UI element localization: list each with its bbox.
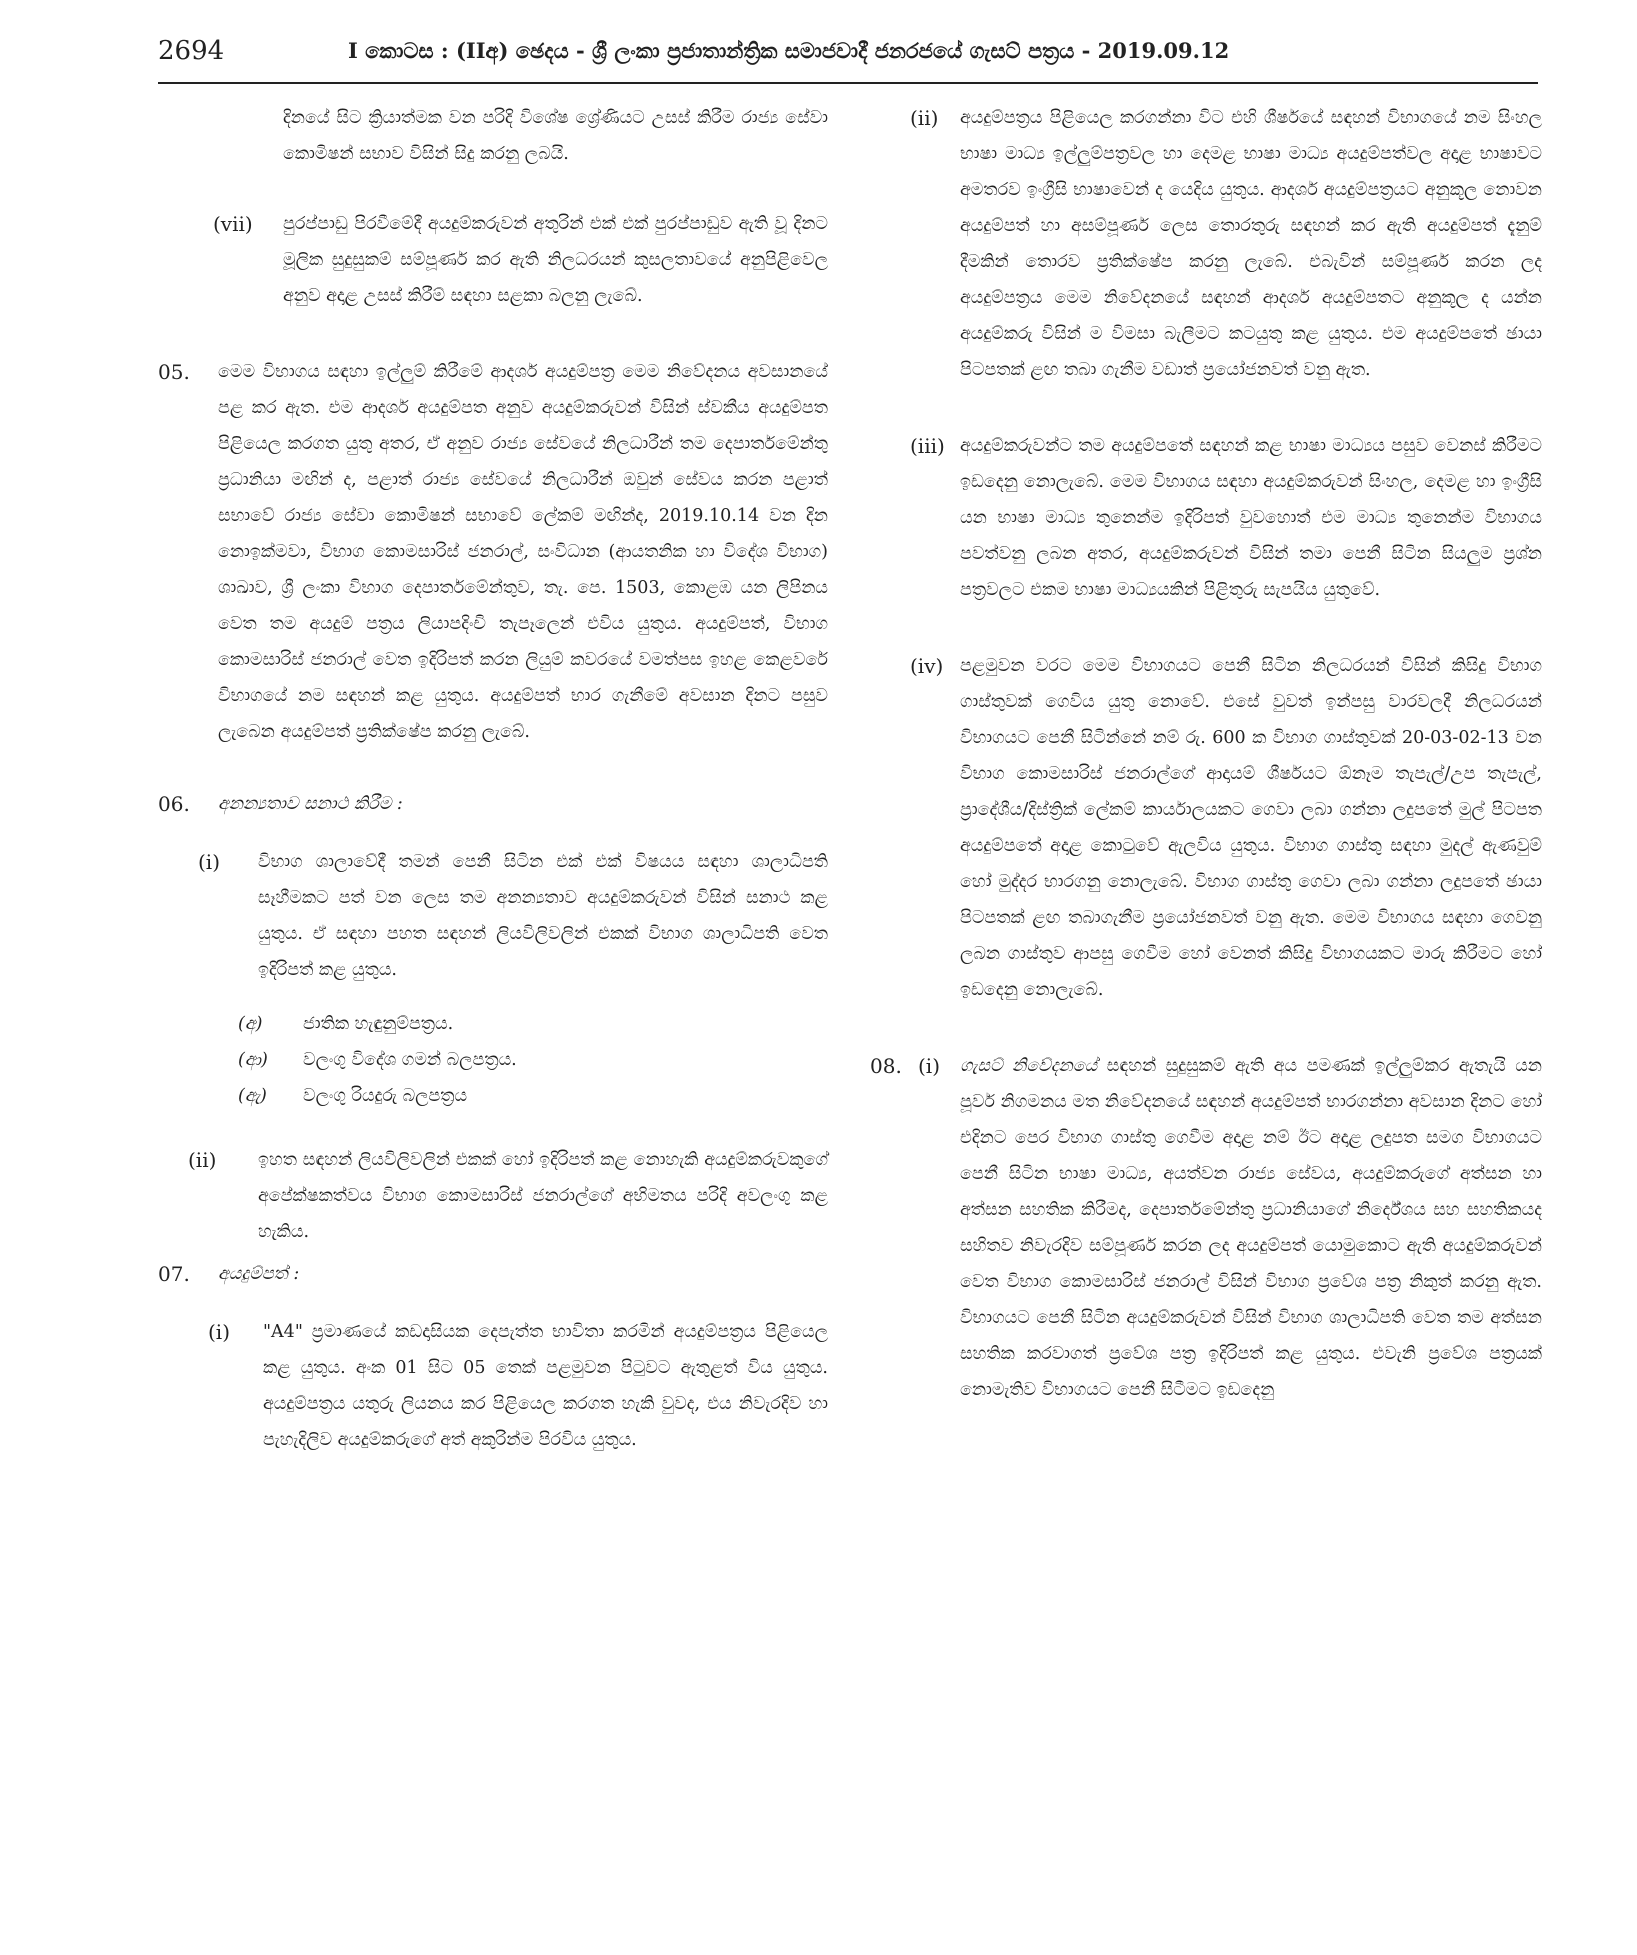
list-item bbox=[238, 1006, 828, 1042]
list-item-label: (අ) bbox=[238, 1014, 263, 1034]
clause-vii bbox=[213, 206, 828, 314]
section-06-clause-ii bbox=[188, 1142, 828, 1250]
list-item-label: (ආ) bbox=[238, 1050, 268, 1070]
header-rule bbox=[158, 82, 1538, 84]
section-07-label: 07. bbox=[158, 1262, 190, 1286]
gazette-header-title: I කොටස : (IIඅ) ඡෙදය - ශ්‍රී ලංකා ප්‍රජාතාන්ත්‍රික සමාජවාදී ජනරජයේ ගැසට් පත්‍රය - 2019.09.12 bbox=[348, 38, 1230, 63]
section-06-label: 06. bbox=[158, 792, 190, 816]
list-item bbox=[238, 1078, 828, 1114]
section-07-iii-text: අයදුම්කරුවන්ට තම අයදුම්පතේ සඳහන් කළ භාෂා මාධ්‍යය පසුව වෙනස් කිරීමට ඉඩදෙනු නොලැබේ. මෙම විභාගය සඳහා අයදුම්කරුවන් සිංහල, දෙමළ හා ඉංග්‍රීසි යන භාෂා මාධ්‍ය තුනෙන්ම ඉදිරිපත් වුවහොත් එම මාධ්‍ය තුනෙන්ම විභාගය පවත්වනු ලබන අතර, අයදුම්කරුවන් විසින් තමා පෙනී සිටින සියලුම ප්‍රශ්න පත්‍රවලට එකම භාෂා මාධ්‍යයකින් පිළිතුරු සැපයිය යුතුවේ. bbox=[960, 436, 1542, 600]
continued-text: දිනයේ සිට ක්‍රියාත්මක වන පරිදි විශේෂ ශ්‍රේණියට උසස් කිරීම රාජ්‍ය සේවා කොමිෂන් සභාව විසින් සිදු කරනු ලබයි. bbox=[283, 108, 828, 164]
list-item-text: වලංගු රියදුරු බලපත්‍රය bbox=[303, 1086, 468, 1106]
page-header bbox=[158, 32, 1538, 84]
section-06-ii-text: ඉහත සඳහන් ලියවිලිවලින් එකක් හෝ ඉදිරිපත් කළ නොහැකි අයදුම්කරුවකුගේ අපේක්ෂකත්වය විභාග කොමසාරිස් ජනරාල්ගේ අභිමතය පරිදි අවලංගු කළ හැකිය. bbox=[258, 1150, 828, 1242]
section-07-clause-ii bbox=[910, 100, 1542, 388]
section-06-i-label: (i) bbox=[198, 850, 221, 874]
section-07-heading-row bbox=[158, 1256, 828, 1292]
section-05 bbox=[158, 354, 828, 750]
section-05-label: 05. bbox=[158, 360, 190, 384]
section-07-clause-iv bbox=[910, 648, 1542, 1008]
list-item-text: ජාතික හැඳුනුම්පත්‍රය. bbox=[303, 1014, 454, 1034]
section-05-text: මෙම විභාගය සඳහා ඉල්ලුම් කිරීමේ ආදර්ශ අයදුම්පත්‍ර මෙම නිවේදනය අවසානයේ පළ කර ඇත. එම ආදර්ශ අයදුම්පත අනුව අයදුම්කරුවන් විසින් ස්වකීය අයදුම්පත පිළියෙල කරගත යුතු අතර, ඒ අනුව රාජ්‍ය සේවයේ නිලධාරීන් තම දෙපාර්තමේන්තු ප්‍රධානියා මඟින් ද, පළාත් රාජ්‍ය සේවයේ නිලධාරීන් ඔවුන් සේවය කරන පළාත් සභාවේ රාජ්‍ය සේවා කොමිෂන් සභාවේ ලේකම් මඟින්ද, 2019.10.14 වන දින නොඉක්මවා, විභාග කොමසාරිස් ජනරාල්, සංවිධාන (ආයතනික හා විදේශ විභාග) ශාඛාව, ශ්‍රී ලංකා විභාග දෙපාර්තමේන්තුව, තැ. පෙ. 1503, කොළඹ යන ලිපිනය වෙත තම අයදුම් පත්‍රය ලියාපදිංචි තැපෑලෙන් එවිය යුතුය. අයදුම්පත්, විභාග කොමසාරිස් ජනරාල් වෙත ඉදිරිපත් කරන ලියුම් කවරයේ වමත්පස ඉහළ කෙළවරේ විභාගයේ නම සඳහන් කළ යුතුය. අයදුම්පත් භාර ගැනීමේ අවසාන දිනට පසුව ලැබෙන අයදුම්පත් ප්‍රතික්ෂේප කරනු ලැබේ. bbox=[218, 362, 828, 742]
page-number: 2694 bbox=[158, 36, 225, 66]
section-06-heading-row bbox=[158, 786, 828, 822]
section-06-ii-label: (ii) bbox=[188, 1148, 217, 1172]
section-07-ii-label: (ii) bbox=[910, 106, 939, 130]
list-item bbox=[238, 1042, 828, 1078]
section-07-iii-label: (iii) bbox=[910, 434, 945, 458]
left-column bbox=[158, 100, 828, 1484]
section-07-i-text: "A4" ප්‍රමාණයේ කඩදාසියක දෙපැත්ත භාවිතා කරමින් අයදුම්පත්‍රය පිළියෙල කළ යුතුය. අංක 01 සිට 05 තෙක් පළමුවන පිටුවට ඇතුළත් විය යුතුය. අයදුම්පත්‍රය යතුරු ලියනය කර පිළියෙල කරගත හැකි වුවද, එය නිවැරදිව හා පැහැදිලිව අයදුම්කරුගේ අත් අකුරින්ම පිරවිය යුතුය. bbox=[263, 1322, 828, 1450]
continued-paragraph bbox=[283, 100, 828, 172]
section-08-i-label: (i) bbox=[918, 1054, 941, 1078]
section-07-heading: අයදුම්පත් : bbox=[218, 1264, 300, 1284]
section-07-ii-text: අයදුම්පත්‍රය පිළියෙල කරගන්නා විට එහි ශීර්ෂයේ සඳහන් විභාගයේ නම සිංහල භාෂා මාධ්‍ය ඉල්ලුම්පත්‍රවල හා දෙමළ භාෂා මාධ්‍ය අයදුම්පත්වල අදාළ භාෂාවට අමතරව ඉංග්‍රීසි භාෂාවෙන් ද යෙදිය යුතුය. ආදර්ශ අයදුම්පත්‍රයට අනුකූල නොවන අයදුම්පත් හා අසම්පූර්ණ ලෙස තොරතුරු සඳහන් කර ඇති අයදුම්පත් දැනුම් දීමකින් තොරව ප්‍රතික්ෂේප කරනු ලැබේ. එබැවින් සම්පූර්ණ කරන ලද අයදුම්පත්‍රය මෙම නිවේදනයේ සඳහන් ආදර්ශ අයදුම්පතට අනුකූල ද යන්න අයදුම්කරු විසින් ම විමසා බැලීමට කටයුතු කළ යුතුය. එම අයදුම්පතේ ඡායා පිටපතක් ළඟ තබා ගැනීම වඩාත් ප්‍රයෝජනවත් වනු ඇත. bbox=[960, 108, 1542, 380]
list-item-label: (ඇ) bbox=[238, 1086, 267, 1106]
section-06-heading: අනන්‍යතාව සනාථ කිරීම : bbox=[218, 794, 403, 814]
section-07-clause-iii bbox=[910, 428, 1542, 608]
section-07-i-label: (i) bbox=[208, 1320, 231, 1344]
section-07-iv-label: (iv) bbox=[910, 654, 944, 678]
section-08-lead: ගැසට් නිවේදනයේ bbox=[960, 1056, 1098, 1076]
section-06-clause-i bbox=[198, 844, 828, 988]
section-07-clause-i bbox=[208, 1314, 828, 1458]
section-08-label: 08. bbox=[870, 1054, 902, 1078]
section-08-text: සඳහන් සුදුසුකම් ඇති අය පමණක් ඉල්ලුම්කර ඇතැයි යන පූර්ව නිගමනය මත නිවේදනයේ සඳහන් අයදුම්පත් භාරගන්නා අවසාන දිනට හෝ එදිනට පෙර විභාග ගාස්තු ගෙවීම අදාළ නම් ඊට අදාළ ලදුපත සමග විභාගයට පෙනී සිටින භාෂා මාධ්‍ය, අයත්වන රාජ්‍ය සේවය, අයදුම්කරුගේ අත්සන හා අත්සන සහතික කිරීමද, දෙපාර්තමේන්තු ප්‍රධානියාගේ නිර්දේශය සහ සහතිකයද සහිතව නිවැරදිව සම්පූර්ණ කරන ලද අයදුම්පත් යොමුකොට ඇති අයදුම්කරුවන් වෙත විභාග කොමසාරිස් ජනරාල් විසින් විභාග ප්‍රවේශ පත්‍ර නිකුත් කරනු ඇත. විභාගයට පෙනී සිටින අයදුම්කරුවන් විසින් විභාග ශාලාධිපති වෙත තම අත්සන සහතික කරවාගත් ප්‍රවේශ පත්‍ර ඉදිරිපත් කළ යුතුය. එවැනි ප්‍රවේශ පත්‍රයක් නොමැතිව විභාගයට පෙනී සිටීමට ඉඩදෙනු bbox=[960, 1056, 1543, 1400]
section-06-i-text: විභාග ශාලාවේදී තමන් පෙනී සිටින එක් එක් විෂයය සඳහා ශාලාධිපති සෑහීමකට පත් වන ලෙස තම අනන්‍යතාව අයදුම්කරුවන් විසින් සනාථ කළ යුතුය. ඒ සඳහා පහත සඳහන් ලියවිලිවලින් එකක් විභාග ශාලාධිපති වෙත ඉදිරිපත් කළ යුතුය. bbox=[258, 852, 828, 980]
section-08-i-paragraph bbox=[960, 1048, 1542, 1408]
id-document-list bbox=[238, 1006, 828, 1114]
section-07-iv-text: පළමුවන වරට මෙම විභාගයට පෙනී සිටින නිලධරයන් විසින් කිසිදු විභාග ගාස්තුවක් ගෙවිය යුතු නොවේ. එසේ වුවත් ඉන්පසු වාරවලදී නිලධරයන් විභාගයට පෙනී සිටින්නේ නම් රු. 600 ක විභාග ගාස්තුවක් 20-03-02-13 වන විභාග කොමසාරිස් ජනරාල්ගේ ආදායම් ශීර්ෂයට ඕනෑම තැපැල්/උප තැපැල්, ප්‍රාදේශීය/දිස්ත්‍රික් ලේකම් කාර්යාලයකට ගෙවා ලබා ගන්නා ලදුපතේ මුල් පිටපත අයදුම්පතේ අදාළ කොටුවේ ඇලවිය යුතුය. විභාග ගාස්තු සඳහා මුදල් ඇණවුම් හෝ මුද්දර භාරගනු නොලැබේ. විභාග ගාස්තු ගෙවා ලබා ගන්නා ලදුපතේ ඡායා පිටපතක් ළඟ තබාගැනීම ප්‍රයෝජනවත් වනු ඇත. මෙම විභාගය සඳහා ගෙවනු ලබන ගාස්තුව ආපසු ගෙවීම හෝ වෙනත් කිසිදු විභාගයකට මාරු කිරීමට හෝ ඉඩදෙනු නොලැබේ. bbox=[960, 656, 1542, 1000]
clause-vii-label: (vii) bbox=[213, 212, 253, 236]
right-column bbox=[870, 100, 1542, 1434]
clause-vii-text: පුරප්පාඩු පිරවීමේදී අයදුම්කරුවන් අතුරින් එක් එක් පුරප්පාඩුව ඇති වූ දිනට මූලික සුදුසුකම් සම්පූර්ණ කර ඇති නිලධරයන් කුසලතාවයේ අනුපිළිවෙල අනුව අදාළ උසස් කිරීම් සඳහා සළකා බලනු ලැබේ. bbox=[283, 214, 828, 306]
list-item-text: වලංගු විදේශ ගමන් බලපත්‍රය. bbox=[303, 1050, 517, 1070]
section-08 bbox=[870, 1048, 1542, 1408]
